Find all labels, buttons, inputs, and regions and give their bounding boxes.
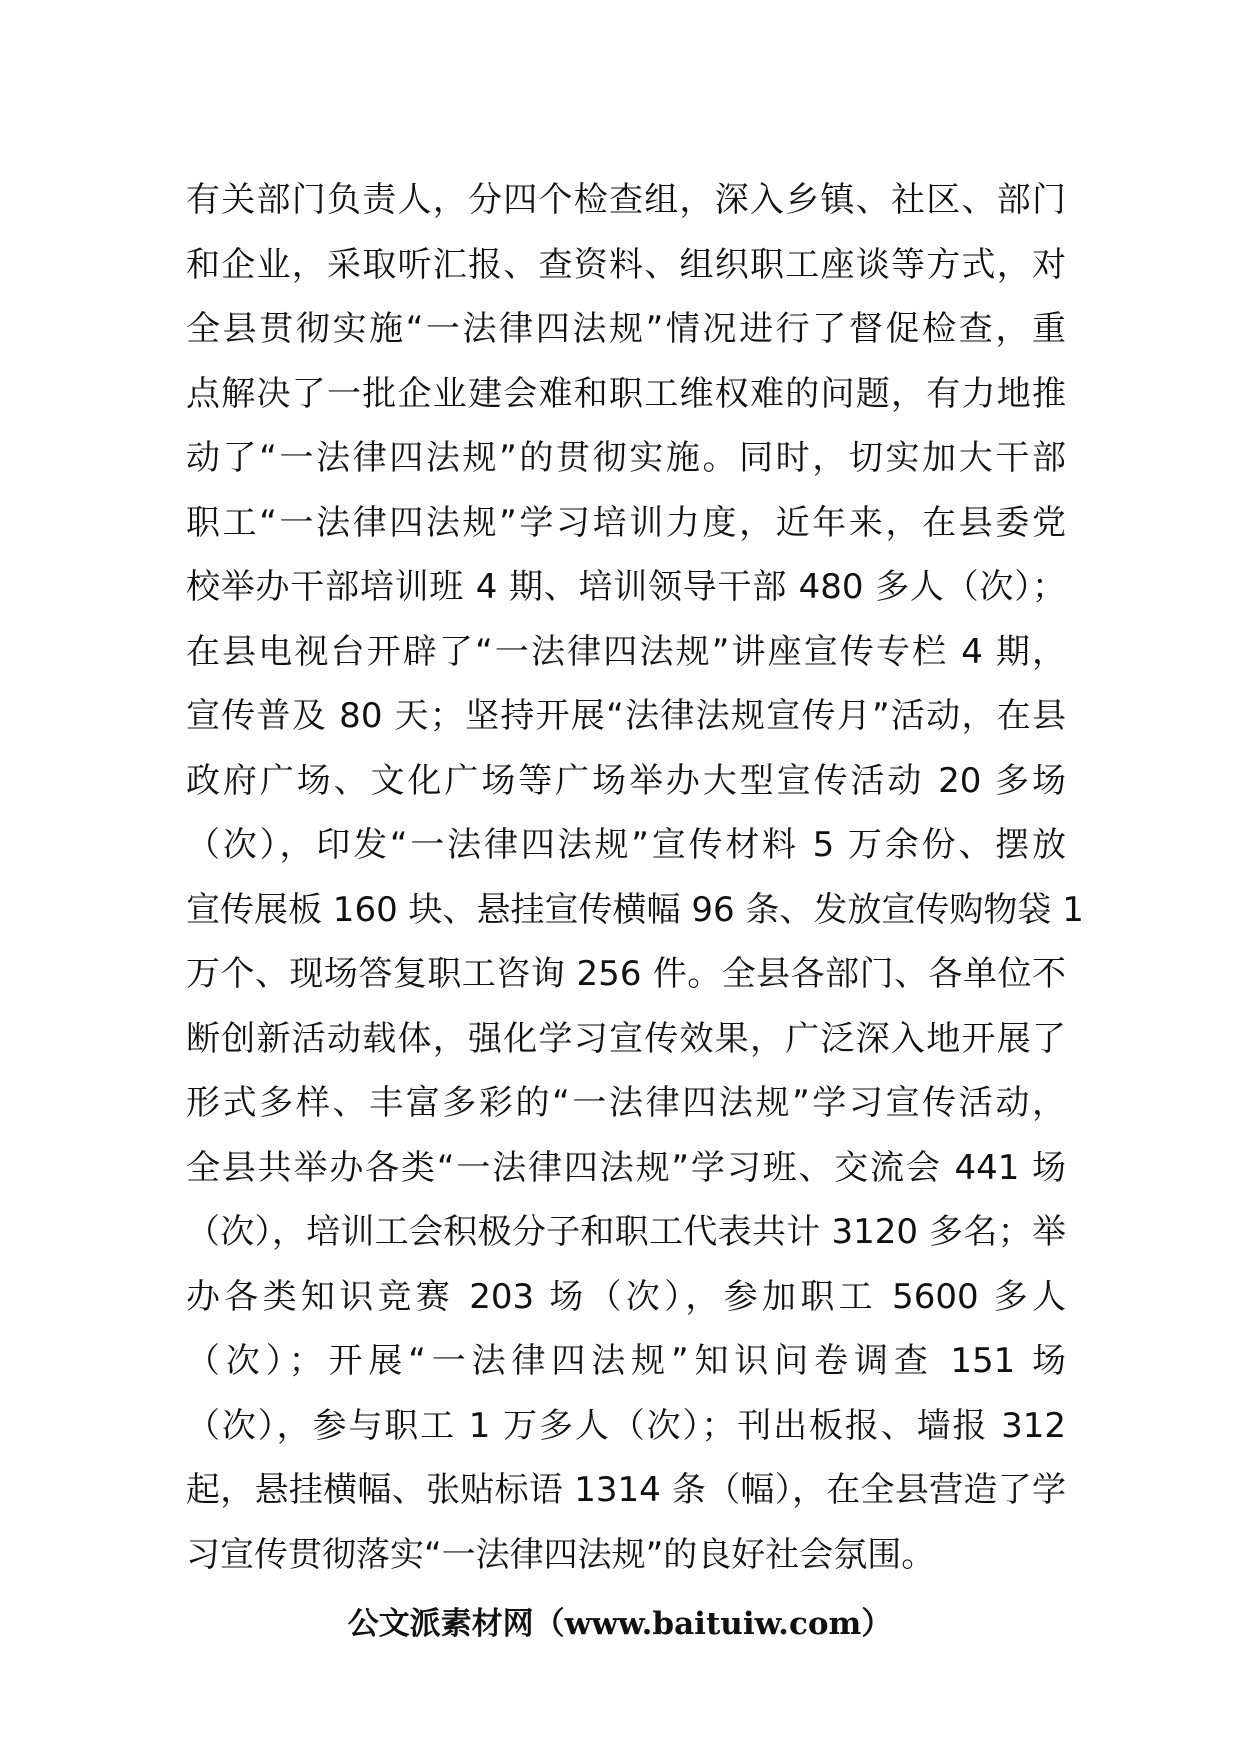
body-paragraph bbox=[186, 168, 1084, 1587]
text-line: （次），培训工会积极分子和职工代表共计 3120 多名；举 bbox=[186, 1212, 1066, 1252]
text-line: （次）；开展“一法律四法规”知识问卷调查 151 场 bbox=[186, 1341, 1066, 1381]
text-line: 全县贯彻实施“一法律四法规”情况进行了督促检查，重 bbox=[186, 309, 1066, 349]
text-line: 有关部门负责人，分四个检查组，深入乡镇、社区、部门 bbox=[186, 180, 1066, 220]
text-line: 宣传展板 160 块、悬挂宣传横幅 96 条、发放宣传购物袋 1 bbox=[186, 889, 1084, 930]
page-footer: 公文派素材网（www.baituiw.com） bbox=[347, 1606, 893, 1642]
text-line: 点解决了一批企业建会难和职工维权难的问题，有力地推 bbox=[186, 373, 1066, 414]
text-line: 在县电视台开辟了“一法律四法规”讲座宣传专栏 4 期， bbox=[186, 631, 1066, 672]
text-line: 宣传普及 80 天；坚持开展“法律法规宣传月”活动，在县 bbox=[186, 696, 1066, 736]
text-line: 万个、现场答复职工咨询 256 件。全县各部门、各单位不 bbox=[186, 954, 1066, 994]
text-line: 形式多样、丰富多彩的“一法律四法规”学习宣传活动， bbox=[186, 1083, 1066, 1123]
text-line: 全县共举办各类“一法律四法规”学习班、交流会 441 场 bbox=[186, 1147, 1066, 1188]
text-line: 和企业，采取听汇报、查资料、组织职工座谈等方式，对 bbox=[186, 244, 1066, 285]
text-line: 断创新活动载体，强化学习宣传效果，广泛深入地开展了 bbox=[186, 1018, 1066, 1059]
text-line: 政府广场、文化广场等广场举办大型宣传活动 20 多场 bbox=[186, 760, 1066, 801]
text-line: 起，悬挂横幅、张贴标语 1314 条（幅），在全县营造了学 bbox=[186, 1470, 1066, 1510]
text-line: （次），参与职工 1 万多人（次）；刊出板报、墙报 312 bbox=[186, 1405, 1066, 1446]
text-line: 校举办干部培训班 4 期、培训领导干部 480 多人（次）； bbox=[186, 567, 1066, 607]
text-line: （次），印发“一法律四法规”宣传材料 5 万余份、摆放 bbox=[186, 825, 1066, 865]
text-line: 职工“一法律四法规”学习培训力度，近年来，在县委党 bbox=[186, 502, 1066, 543]
text-line: 办各类知识竞赛 203 场（次），参加职工 5600 多人 bbox=[186, 1276, 1066, 1317]
text-line: 动了“一法律四法规”的贯彻实施。同时，切实加大干部 bbox=[186, 438, 1066, 478]
text-line: 习宣传贯彻落实“一法律四法规”的良好社会氛围。 bbox=[186, 1534, 936, 1575]
